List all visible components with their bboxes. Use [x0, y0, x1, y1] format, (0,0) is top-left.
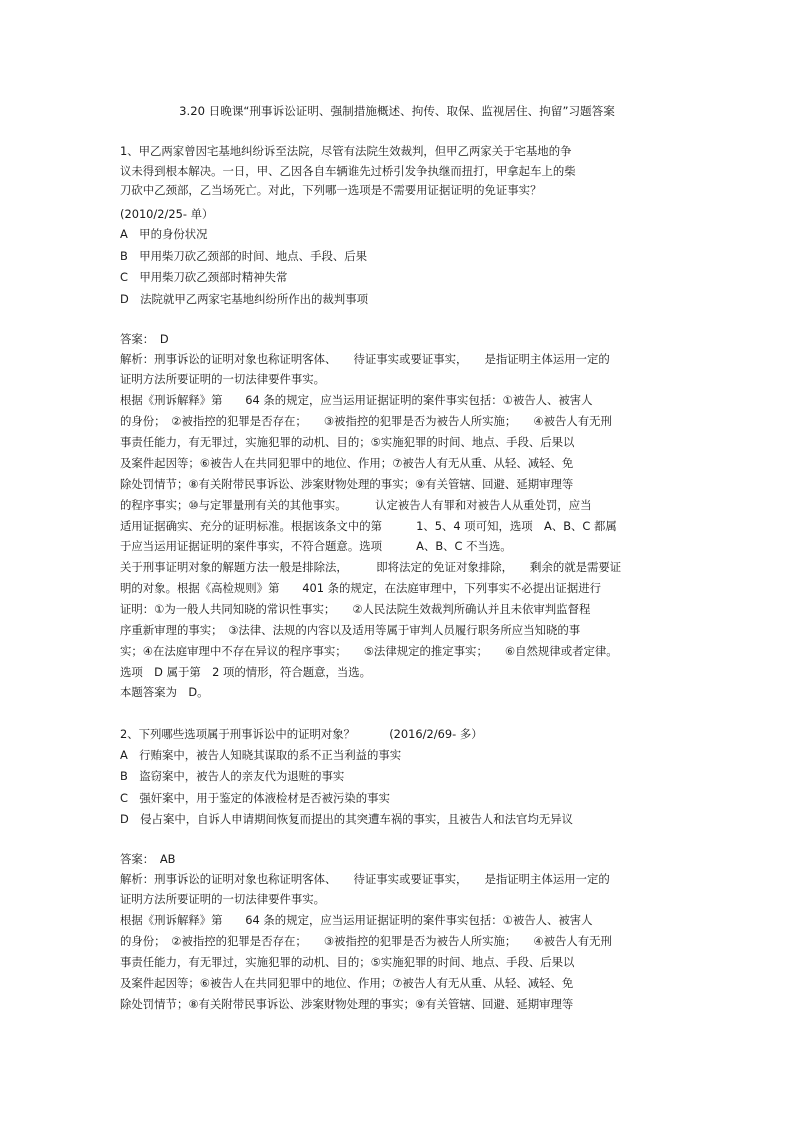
question-1-analysis-line: 根据《刑诉解释》第 64 条的规定，应当运用证据证明的案件事实包括：①被告人、被害人 [120, 393, 593, 407]
question-2-analysis-line: 除处罚情节；⑧有关附带民事诉讼、涉案财物处理的事实；⑨有关管辖、回避、延期审理等 [120, 997, 574, 1011]
question-1-analysis-line: 及案件起因等；⑥被告人在共同犯罪中的地位、作用；⑦被告人有无从重、从轻、减轻、免 [120, 456, 574, 470]
question-2-option-c: C 强奸案中，用于鉴定的体液检材是否被污染的事实 [120, 791, 390, 805]
question-1-analysis-line: 解析：刑事诉讼的证明对象也称证明客体、 待证事实或要证事实， 是指证明主体运用一定的 [120, 352, 610, 366]
question-1-analysis-line: 证明：①为一般人共同知晓的常识性事实； ②人民法院生效裁判所确认并且未依审判监督程 [120, 602, 591, 616]
question-1-answer: 答案： D [120, 332, 169, 346]
question-1-analysis-line: 事责任能力，有无罪过，实施犯罪的动机、目的；⑤实施犯罪的时间、地点、手段、后果以 [120, 435, 575, 449]
question-1-analysis-line: 证明方法所要证明的一切法律要件事实。 [120, 372, 326, 386]
question-1-option-a: A 甲的身份状况 [120, 227, 208, 241]
question-2-option-d: D 侵占案中，自诉人申请期间恢复而提出的其突遭车祸的事实，且被告人和法官均无异议 [120, 812, 574, 826]
question-2-option-b: B 盗窃案中，被告人的亲友代为退赃的事实 [120, 769, 345, 783]
question-2-analysis-line: 证明方法所要证明的一切法律要件事实。 [120, 892, 326, 906]
question-1-analysis-line: 关于刑事证明对象的解题方法一般是排除法， 即将法定的免证对象排除， 剩余的就是需要证 [120, 560, 622, 574]
question-2-option-a: A 行贿案中，被告人知晓其谋取的系不正当利益的事实 [120, 748, 402, 762]
question-1-analysis-line: 的程序事实；⑩与定罪量刑有关的其他事实。 认定被告人有罪和对被告人从重处罚，应当 [120, 498, 592, 512]
question-1-analysis-line: 选项 D 属于第 2 项的情形，符合题意，当选。 [120, 665, 372, 679]
question-1-stem-line: 议未得到根本解决。一日，甲、乙因各自车辆谁先过桥引发争执继而扭打，甲拿起车上的柴 [120, 164, 576, 178]
question-1-option-d: D 法院就甲乙两家宅基地纠纷所作出的裁判事项 [120, 292, 368, 306]
question-1-source: (2010/2/25- 单） [120, 207, 214, 221]
question-1-stem-line: 刀砍中乙颈部，乙当场死亡。对此，下列哪一选项是不需要用证据证明的免证事实？ [120, 183, 542, 197]
question-2-analysis-line: 及案件起因等；⑥被告人在共同犯罪中的地位、作用；⑦被告人有无从重、从轻、减轻、免 [120, 976, 574, 990]
question-2-answer: 答案： AB [120, 852, 176, 866]
question-1-analysis-line: 实；④在法庭审理中不存在异议的程序事实； ⑤法律规定的推定事实； ⑥自然规律或者定律。 [120, 644, 618, 658]
page-title: 3.20 日晚课“刑事诉讼证明、强制措施概述、拘传、取保、监视居住、拘留”习题答案 [179, 104, 615, 118]
question-2-stem: 2、下列哪些选项属于刑事诉讼中的证明对象？ (2016/2/69- 多） [120, 727, 483, 741]
question-2-analysis-line: 事责任能力，有无罪过，实施犯罪的动机、目的；⑤实施犯罪的时间、地点、手段、后果以 [120, 955, 575, 969]
question-2-analysis-line: 根据《刑诉解释》第 64 条的规定，应当运用证据证明的案件事实包括：①被告人、被害人 [120, 913, 593, 927]
question-1-analysis-line: 除处罚情节；⑧有关附带民事诉讼、涉案财物处理的事实；⑨有关管辖、回避、延期审理等 [120, 477, 574, 491]
question-1-analysis-line: 本题答案为 D。 [120, 685, 209, 699]
question-1-analysis-line: 序重新审理的事实； ③法律、法规的内容以及适用等属于审判人员履行职务所应当知晓的事 [120, 623, 581, 637]
question-2-analysis-line: 解析：刑事诉讼的证明对象也称证明客体、 待证事实或要证事实， 是指证明主体运用一定的 [120, 872, 610, 886]
question-2-analysis-line: 的身份； ②被指控的犯罪是否存在； ③被指控的犯罪是否为被告人所实施； ④被告人有无刑 [120, 934, 612, 948]
question-1-analysis-line: 适用证据确实、充分的证明标准。根据该条文中的第 1、5、4 项可知，选项 A、B、C 都属 [120, 519, 617, 533]
question-1-analysis-line: 的身份； ②被指控的犯罪是否存在； ③被指控的犯罪是否为被告人所实施； ④被告人有无刑 [120, 414, 612, 428]
question-1-analysis-line: 明的对象。根据《高检规则》第 401 条的规定，在法庭审理中，下列事实不必提出证据进行 [120, 581, 601, 595]
question-1-option-c: C 甲用柴刀砍乙颈部时精神失常 [120, 270, 288, 284]
question-1-analysis-line: 于应当运用证据证明的案件事实，不符合题意。选项 A、B、C 不当选。 [120, 539, 512, 553]
question-1-stem-line: 1、甲乙两家曾因宅基地纠纷诉至法院，尽管有法院生效裁判，但甲乙两家关于宅基地的争 [120, 144, 572, 158]
question-1-option-b: B 甲用柴刀砍乙颈部的时间、地点、手段、后果 [120, 249, 368, 263]
